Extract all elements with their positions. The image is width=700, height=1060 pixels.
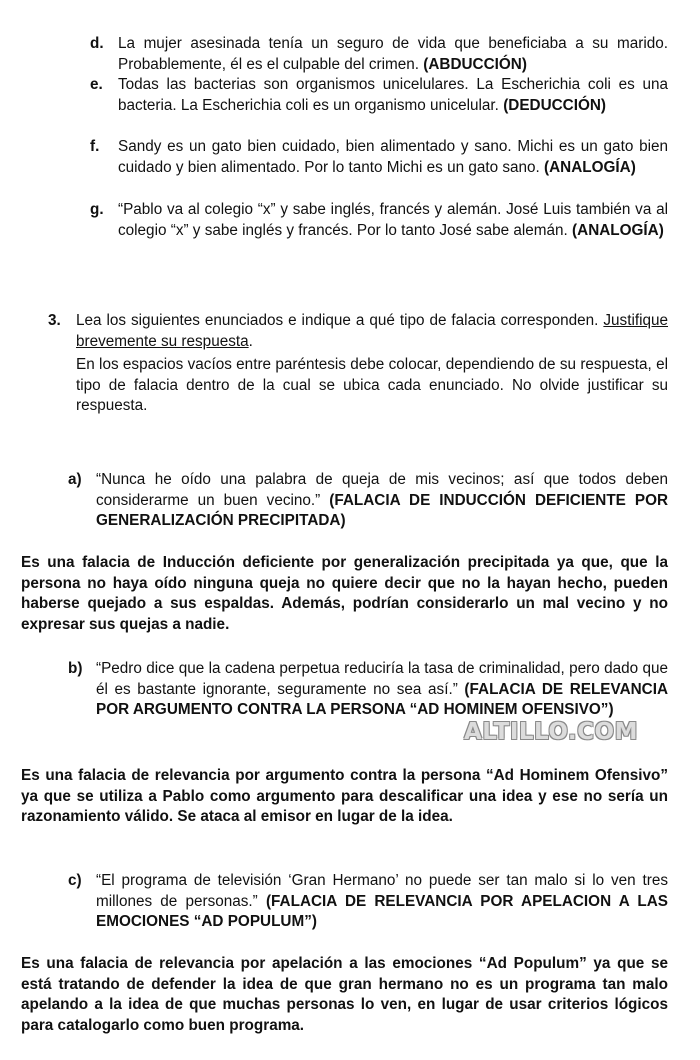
list-item-d-tag: (ABDUCCIÓN) bbox=[423, 55, 527, 73]
fallacy-item-a bbox=[96, 470, 668, 532]
fallacy-answer-c: (FALACIA DE RELEVANCIA POR APELACION A LAS EMOCIONES “AD POPULUM”) bbox=[96, 892, 668, 931]
question-period: . bbox=[248, 332, 253, 350]
fallacy-item-b bbox=[96, 659, 668, 721]
question-instructions: En los espacios vacíos entre paréntesis debe colocar, dependiendo de su respuesta, el tipo de falacia dentro de la cual se ubica cada enunciado. No olvide justificar su respuesta. bbox=[76, 356, 668, 415]
fallacy-answer-a: (FALACIA DE INDUCCIÓN DEFICIENTE POR GENERALIZACIÓN PRECIPITADA) bbox=[96, 491, 669, 530]
list-marker-e: e. bbox=[90, 76, 103, 93]
fallacy-answer-b: (FALACIA DE RELEVANCIA POR ARGUMENTO CONTRA LA PERSONA “AD HOMINEM OFENSIVO”) bbox=[96, 680, 669, 719]
list-item-g bbox=[118, 200, 668, 241]
list-item-d bbox=[118, 34, 668, 75]
list-item-f-tag: (ANALOGÍA) bbox=[544, 158, 636, 176]
explanation-c: Es una falacia de relevancia por apelación a las emociones “Ad Populum” ya que se está tratando de defender la idea de que gran hermano no es un programa tan malo apelando a la idea de que muchas personas lo ven, en lugar de usar criterios lógicos para catalogarlo como buen programa. bbox=[21, 955, 668, 1034]
question-intro: Lea los siguientes enunciados e indique a qué tipo de falacia corresponden. bbox=[76, 312, 599, 329]
fallacy-quote-a: “Nunca he oído una palabra de queja de mis vecinos; así que todos deben considerarme un buen vecino.” bbox=[96, 471, 668, 509]
question-number: 3. bbox=[48, 312, 61, 329]
explanation-b: Es una falacia de relevancia por argumento contra la persona “Ad Hominem Ofensivo” ya que se utiliza a Pablo como argumento para descalificar una idea y ese no sería un razonamiento válido. Se ataca al emisor en lugar de la idea. bbox=[21, 767, 668, 826]
list-item-g-text: “Pablo va al colegio “x” y sabe inglés, francés y alemán. José Luis también va al colegio “x” y sabe inglés y francés. Por lo tanto José sabe alemán. bbox=[118, 201, 668, 239]
list-item-d-text: La mujer asesinada tenía un seguro de vida que beneficiaba a su marido. Probablemente, él es el culpable del crimen. bbox=[118, 35, 668, 73]
fallacy-marker-b: b) bbox=[68, 660, 83, 677]
list-item-f-text: Sandy es un gato bien cuidado, bien alimentado y sano. Michi es un gato bien cuidado y bien alimentado. Por lo tanto Michi es un gato sano. bbox=[118, 138, 668, 176]
fallacy-quote-c: “El programa de televisión ‘Gran Hermano’ no puede ser tan malo si lo ven tres millones de personas.” bbox=[96, 872, 668, 910]
explanation-a: Es una falacia de Inducción deficiente por generalización precipitada ya que, que la persona no haya oído ninguna queja no quiere decir que no la hayan hecho, pueden haberse quejado a sus espaldas. Además, podrían considerarlo un mal vecino y no expresar sus quejas a nadie. bbox=[21, 554, 668, 633]
fallacy-marker-a: a) bbox=[68, 471, 82, 488]
list-item-g-tag: (ANALOGÍA) bbox=[572, 221, 664, 239]
list-item-e bbox=[118, 75, 668, 116]
list-item-f bbox=[118, 137, 668, 178]
list-item-e-tag: (DEDUCCIÓN) bbox=[503, 96, 607, 114]
watermark-logo: ALTILLO.COM bbox=[464, 719, 638, 745]
question-prompt bbox=[76, 311, 668, 352]
fallacy-marker-c: c) bbox=[68, 872, 82, 889]
fallacy-item-c bbox=[96, 871, 668, 933]
question-underlined-instruction: Justifique brevemente su respuesta bbox=[76, 312, 669, 350]
list-marker-f: f. bbox=[90, 138, 100, 155]
list-marker-d: d. bbox=[90, 35, 104, 52]
fallacy-quote-b: “Pedro dice que la cadena perpetua reduciría la tasa de criminalidad, pero dado que él es bastante ignorante, seguramente no sea así.” bbox=[96, 660, 668, 698]
list-item-e-text: Todas las bacterias son organismos unicelulares. La Escherichia coli es una bacteria. La Escherichia coli es un organismo unicelular. bbox=[118, 76, 668, 114]
list-marker-g: g. bbox=[90, 201, 104, 218]
